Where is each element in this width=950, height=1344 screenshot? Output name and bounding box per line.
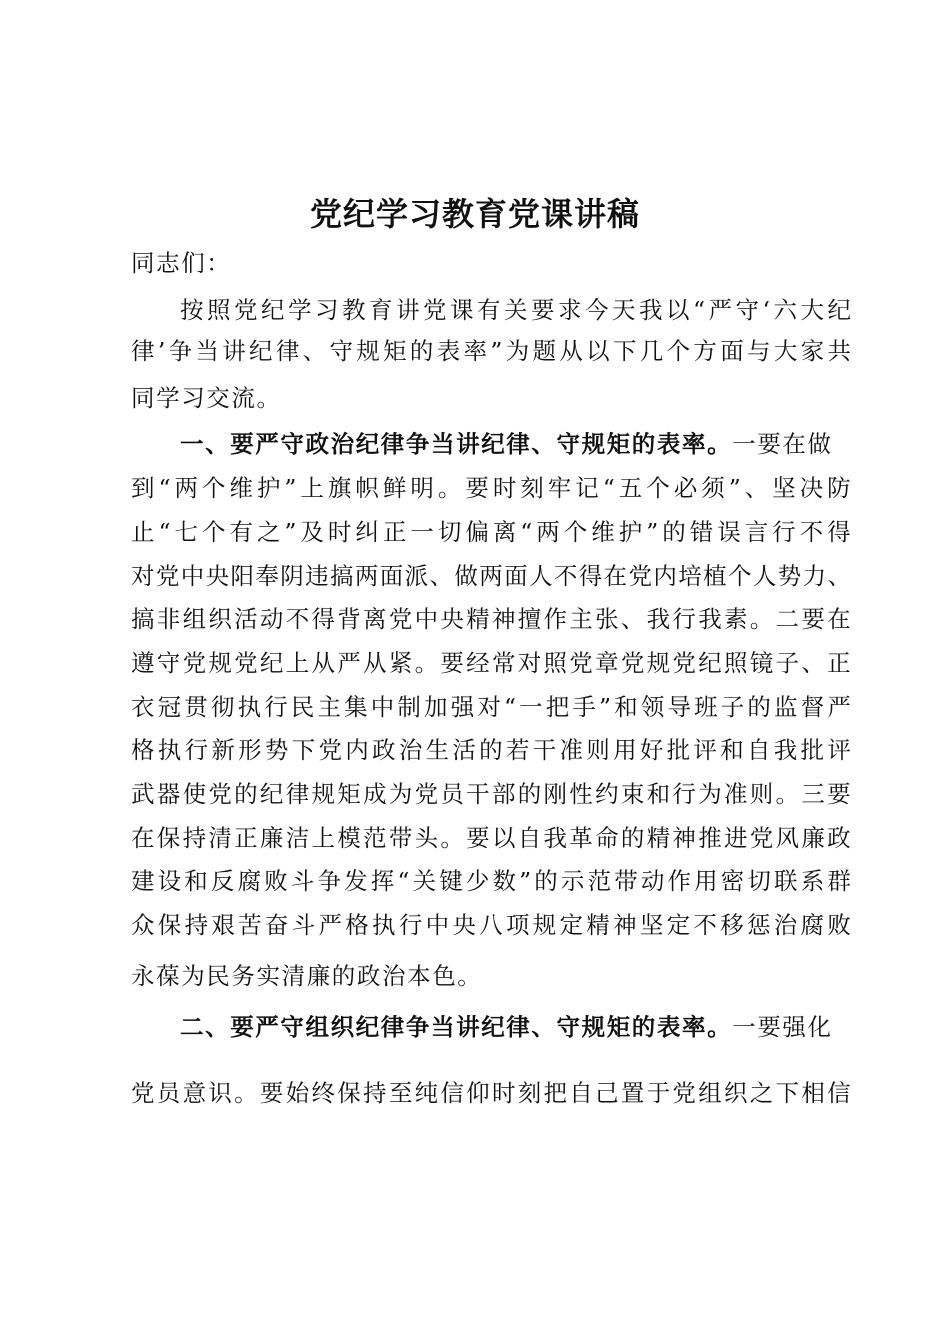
section1-line-12: 永葆为民务实清廉的政治本色。: [131, 962, 483, 990]
section1-line-4: 搞 非 组 织 活 动 不 得 背 离 党 中 央 精 神 擅 作 主 张 、 我 行 我 素 。 二 要 在: [131, 605, 851, 633]
document-title: 党纪学习教育党课讲稿: [309, 195, 640, 233]
section2-heading-tail: 一要强化: [732, 1013, 833, 1041]
section1-line-3: 对 党 中 央 阳 奉 阴 违 搞 两 面 派 、 做 两 面 人 不 得 在 党 内 培 植 个 人 势 力 、: [131, 562, 851, 590]
intro-line-1: 按 照 党 纪 学 习 教 育 讲 党 课 有 关 要 求 今 天 我 以 “ 严 守 ‘ 六 大 纪: [180, 296, 851, 324]
section1-line-1: 到 “ 两 个 维 护 ” 上 旗 帜 鲜 明 。 要 时 刻 牢 记 “ 五 个 必 须 ” 、 坚 决 防: [131, 474, 851, 502]
section1-line-5: 遵 守 党 规 党 纪 上 从 严 从 紧 。 要 经 常 对 照 党 章 党 规 党 纪 照 镜 子 、 正: [131, 649, 851, 677]
section1-heading: 一、要严守政治纪律争当讲纪律、守规矩的表率。: [180, 430, 733, 458]
section1-line-8: 武 器 使 党 的 纪 律 规 矩 成 为 党 员 干 部 的 刚 性 约 束 和 行 为 准 则 。 三 要: [131, 780, 851, 808]
section1-line-6: 衣 冠 贯 彻 执 行 民 主 集 中 制 加 强 对 “ 一 把 手 ” 和 领 导 班 子 的 监 督 严: [131, 693, 851, 721]
intro-line-3: 同学习交流。: [131, 384, 282, 412]
section1-line-7: 格 执 行 新 形 势 下 党 内 政 治 生 活 的 若 干 准 则 用 好 批 评 和 自 我 批 评: [131, 736, 851, 764]
section1-line-10: 建 设 和 反 腐 败 斗 争 发 挥 “ 关 键 少 数 ” 的 示 范 带 动 作 用 密 切 联 系 群: [131, 867, 851, 895]
section1-line-9: 在 保 持 清 正 廉 洁 上 模 范 带 头 。 要 以 自 我 革 命 的 精 神 推 进 党 风 廉 政: [131, 824, 851, 852]
section1-heading-line: [180, 424, 851, 464]
section2-heading-line: [180, 1007, 851, 1047]
section2-line-1: 党 员 意 识 。 要 始 终 保 持 至 纯 信 仰 时 刻 把 自 己 置 于 党 组 织 之 下 相 信: [131, 1079, 851, 1107]
salutation: 同志们：: [131, 249, 232, 277]
section1-line-2: 止 “ 七 个 有 之 ” 及 时 纠 正 一 切 偏 离 “ 两 个 维 护 ” 的 错 误 言 行 不 得: [131, 518, 851, 546]
section2-heading: 二、要严守组织纪律争当讲纪律、守规矩的表率。: [180, 1013, 733, 1041]
section1-heading-tail: 一要在做: [732, 430, 833, 458]
section1-line-11: 众 保 持 艰 苦 奋 斗 严 格 执 行 中 央 八 项 规 定 精 神 坚 定 不 移 惩 治 腐 败: [131, 911, 851, 939]
intro-line-2: 律 ’ 争 当 讲 纪 律 、 守 规 矩 的 表 率 ” 为 题 从 以 下 几 个 方 面 与 大 家 共: [131, 337, 851, 365]
